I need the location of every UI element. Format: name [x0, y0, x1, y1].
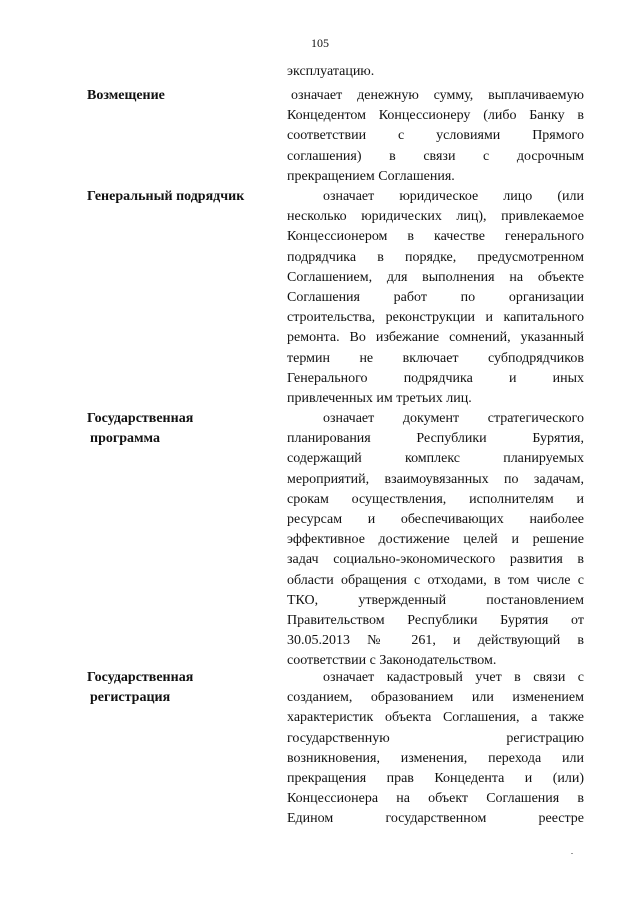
definition-line: содержащий комплекс планируемых	[287, 451, 584, 467]
definition-generalnyi-podryadchik	[287, 187, 584, 409]
definition-vozmeshchenie	[287, 86, 584, 187]
term-gosudarstvennaya-programma	[87, 409, 277, 449]
definition-line: ресурсам и обеспечивающих наиболее	[287, 512, 584, 528]
definition-line: привлеченных им третьих лиц.	[287, 391, 472, 407]
definition-line: подрядчика в порядке, предусмотренном	[287, 249, 584, 265]
definition-line: планирования Республики Бурятия,	[287, 431, 584, 447]
definition-line: Концессионером в качестве генерального	[287, 229, 584, 245]
definition-line: области обращения с отходами, в том числе с	[287, 572, 584, 588]
definition-gosudarstvennaya-programma	[287, 409, 584, 672]
term-line: Генеральный подрядчик	[87, 189, 245, 204]
continuation-line: эксплуатацию.	[287, 64, 375, 79]
page-number: 105	[311, 36, 329, 50]
definition-gosudarstvennaya-registratsiya	[287, 668, 584, 830]
definition-line: Концедентом Концессионеру (либо Банку в	[287, 108, 584, 124]
definition-line: Правительством Республики Бурятия от	[287, 613, 584, 629]
definition-line: созданием, образованием или изменением	[287, 690, 584, 706]
definition-line: означает юридическое лицо (или	[323, 189, 584, 204]
term-line: Возмещение	[87, 88, 165, 103]
definition-line: мероприятий, взаимоувязанных по задачам,	[287, 471, 584, 487]
definition-line: означает денежную сумму, выплачиваемую	[291, 88, 584, 103]
definition-line: Соглашения работ по организации	[287, 290, 584, 306]
definition-line: несколько юридических лиц), привлекаемое	[287, 209, 584, 225]
definition-line: Генерального подрядчика и иных	[287, 370, 584, 386]
definition-line: соответствии с Законодательством.	[287, 653, 497, 669]
definition-line: 30.05.2013 № 261, и действующий в	[287, 633, 584, 649]
definition-line: Соглашением, для выполнения на объекте	[287, 269, 584, 285]
definition-line: задач социально-экономического развития в	[287, 552, 584, 568]
definition-line: эффективное достижение целей и решение	[287, 532, 584, 548]
definition-line: срокам осуществления, исполнителям и	[287, 491, 584, 507]
term-generalnyi-podryadchik	[87, 187, 277, 207]
term-line: Государственная	[87, 411, 194, 426]
definition-line: означает документ стратегического	[323, 411, 584, 426]
definition-line: ремонта. Во избежание сомнений, указанный	[287, 330, 584, 346]
definition-line: Концессионера на объект Соглашения в	[287, 791, 584, 807]
term-gosudarstvennaya-registratsiya	[87, 668, 277, 708]
definition-line: Едином государственном реестре	[287, 811, 584, 827]
definition-line: ТКО, утвержденный постановлением	[287, 592, 584, 608]
definition-line: термин не включает субподрядчиков	[287, 350, 584, 366]
definition-line: характеристик объекта Соглашения, а также	[287, 710, 584, 726]
term-line: программа	[90, 431, 160, 447]
definition-line: строительства, реконструкции и капитального	[287, 310, 584, 326]
definition-line: прекращения прав Концедента и (или)	[287, 771, 584, 787]
definition-line: означает кадастровый учет в связи с	[323, 670, 584, 685]
definition-line: соответствии с условиями Прямого	[287, 128, 584, 144]
definition-line: прекращением Соглашения.	[287, 168, 455, 184]
scan-speck	[571, 853, 573, 854]
definition-line: государственную регистрацию	[287, 730, 584, 746]
continuation-text	[287, 62, 584, 82]
term-line: Государственная	[87, 670, 194, 685]
term-vozmeshchenie	[87, 86, 277, 106]
term-line: регистрация	[90, 690, 171, 706]
definition-line: возникновения, изменения, перехода или	[287, 750, 584, 766]
definition-line: соглашения) в связи с досрочным	[287, 148, 584, 164]
